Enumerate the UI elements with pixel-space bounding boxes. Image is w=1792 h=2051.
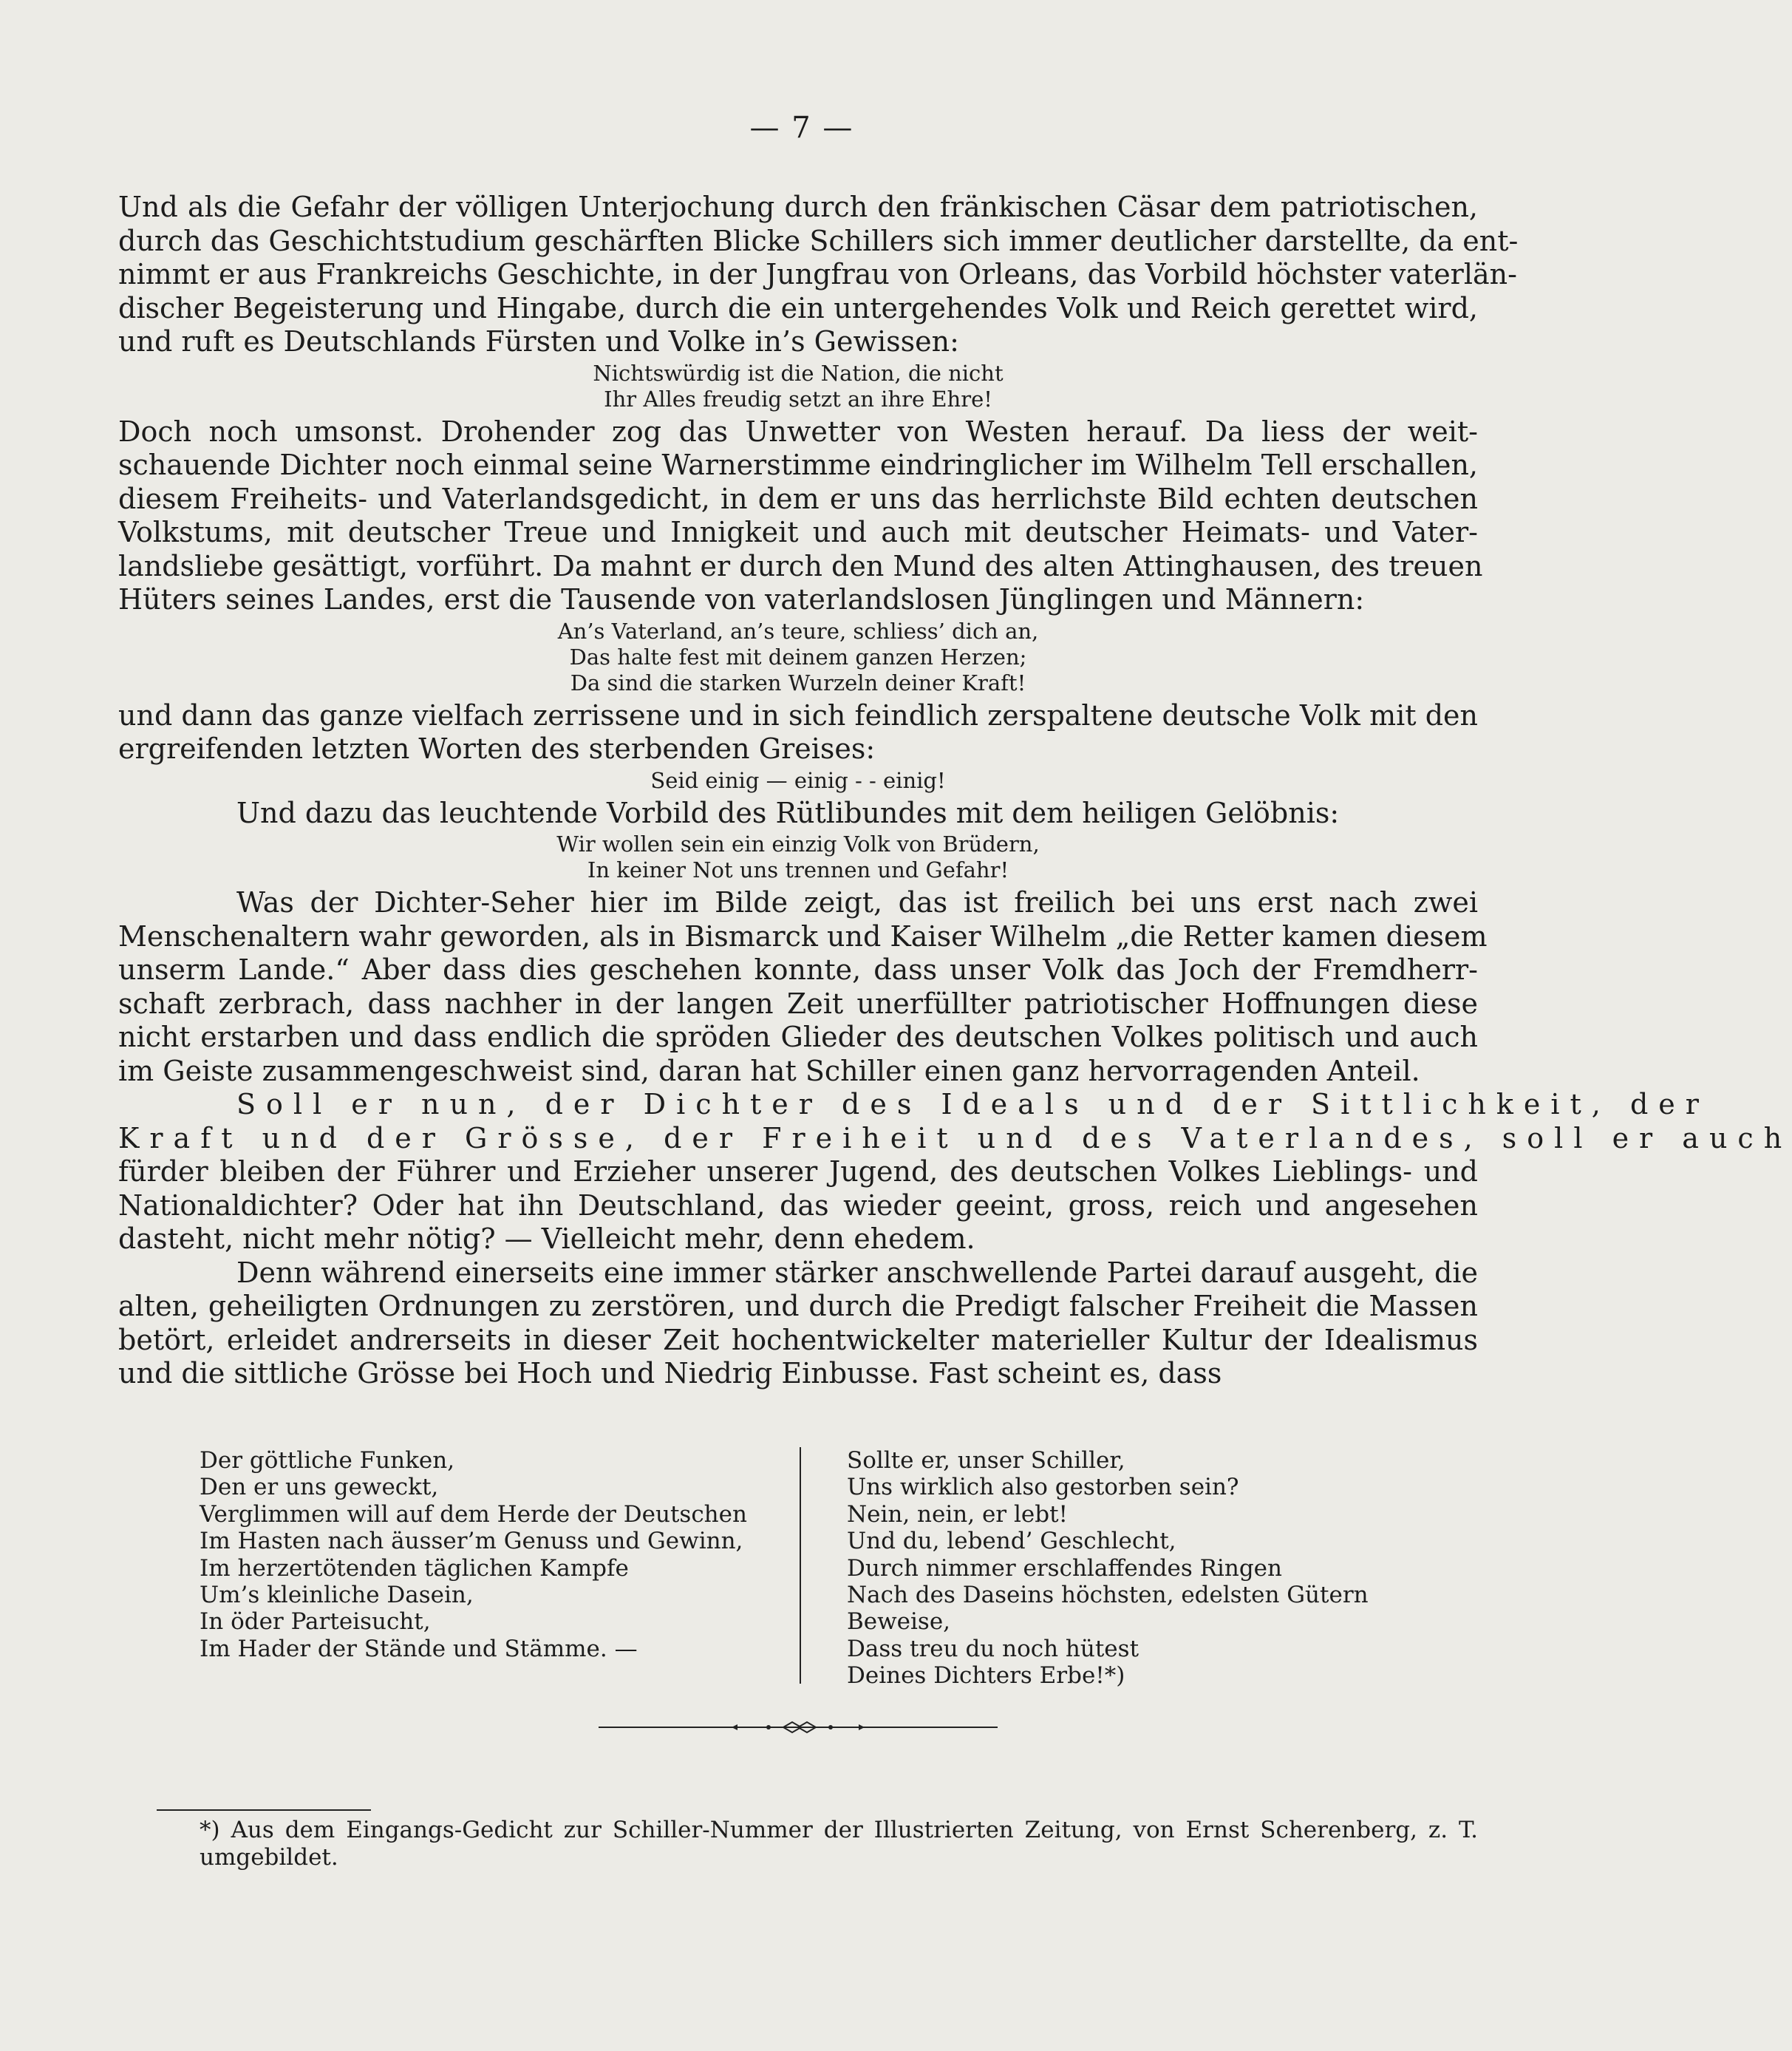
text-line: discher Begeisterung und Hingabe, durch die ein untergehendes Volk und Reich gerettet wird, — [118, 291, 1478, 324]
paragraph-3 — [118, 699, 1478, 766]
poem-line: Uns wirklich also gestorben sein? — [847, 1474, 1239, 1501]
quote-line: Seid einig — einig - - einig! — [650, 767, 946, 793]
poem-line: Sollte er, unser Schiller, — [847, 1447, 1125, 1474]
quote-line: An’s Vaterland, an’s teure, schliess’ dich an, — [557, 618, 1039, 644]
column-divider — [800, 1447, 801, 1684]
poem-line: Deines Dichters Erbe!*) — [847, 1662, 1125, 1690]
text-line: Hüters seines Landes, erst die Tausende von vaterlandslosen Jünglingen und Männern: — [118, 583, 1365, 616]
paragraph-4: Und dazu das leuchtende Vorbild des Rütlibundes mit dem heiligen Gelöbnis: — [236, 796, 1340, 829]
text-line: landsliebe gesättigt, vorführt. Da mahnt er durch den Mund des alten Attinghausen, des treuen — [118, 549, 1483, 582]
text-line: nicht erstarben und dass endlich die spröden Glieder des deutschen Volkes politisch und auch — [118, 1021, 1478, 1053]
poem-columns — [200, 1447, 1485, 1691]
poem-line: Im herzertötenden täglichen Kampfe — [200, 1554, 629, 1582]
text-line: Soll er nun, der Dichter des Ideals und der Sittlichkeit, der — [236, 1088, 1709, 1120]
text-line: Denn während einerseits eine immer stärker anschwellende Partei darauf ausgeht, die — [236, 1256, 1478, 1289]
quote-line: Nichtswürdig ist die Nation, die nicht — [593, 360, 1004, 386]
text-line: und dann das ganze vielfach zerrissene und in sich feindlich zerspaltene deutsche Volk mit den — [118, 698, 1478, 732]
footnote-line: umgebildet. — [200, 1844, 338, 1871]
text-line: schaft zerbrach, dass nachher in der langen Zeit unerfüllter patriotischer Hoffnungen diese — [118, 987, 1478, 1020]
quote-1 — [118, 361, 1478, 412]
text-line: diesem Freiheits- und Vaterlandsgedicht, in dem er uns das herrlichste Bild echten deutschen — [118, 482, 1478, 515]
text-line: ergreifenden letzten Worten des sterbenden Greises: — [118, 732, 876, 765]
poem-line: Den er uns geweckt, — [200, 1474, 439, 1501]
text-line: und ruft es Deutschlands Fürsten und Volke in’s Gewissen: — [118, 325, 959, 358]
text-line: Menschenaltern wahr geworden, als in Bismarck und Kaiser Wilhelm „die Retter kamen diesem — [118, 919, 1488, 953]
quote-2 — [118, 619, 1478, 696]
ornament-divider — [599, 1718, 998, 1736]
poem-line: Verglimmen will auf dem Herde der Deutschen — [200, 1500, 747, 1528]
main-text — [118, 191, 1792, 1391]
paragraph-2 — [118, 415, 1483, 617]
text-line: dasteht, nicht mehr nötig? — Vielleicht mehr, denn ehedem. — [118, 1222, 975, 1255]
quote-line: Wir wollen sein ein einzig Volk von Brüdern, — [556, 831, 1040, 857]
text-line: alten, geheiligten Ordnungen zu zerstören, und durch die Predigt falscher Freiheit die Massen — [118, 1290, 1478, 1322]
text-line: Doch noch umsonst. Drohender zog das Unwetter von Westen herauf. Da liess der weit- — [118, 415, 1478, 448]
quote-line: In keiner Not uns trennen und Gefahr! — [587, 857, 1009, 882]
poem-line: Im Hader der Stände und Stämme. — — [200, 1635, 638, 1662]
footnote — [200, 1817, 1478, 1871]
text-line: und die sittliche Grösse bei Hoch und Niedrig Einbusse. Fast scheint es, dass — [118, 1357, 1222, 1390]
poem-line: Der göttliche Funken, — [200, 1447, 455, 1474]
text-line: nimmt er aus Frankreichs Geschichte, in der Jungfrau von Orleans, das Vorbild höchster vaterlän- — [118, 258, 1517, 290]
poem-line: Beweise, — [847, 1608, 951, 1636]
poem-left — [200, 1447, 747, 1662]
poem-line: Und du, lebend’ Geschlecht, — [847, 1528, 1176, 1555]
quote-line: Da sind die starken Wurzeln deiner Kraft! — [570, 670, 1026, 695]
text-line: durch das Geschichtstudium geschärften Blicke Schillers sich immer deutlicher darstellte, da ent- — [118, 224, 1519, 257]
quote-3 — [118, 768, 1478, 794]
text-line: schauende Dichter noch einmal seine Warnerstimme eindringlicher im Wilhelm Tell erschallen, — [118, 449, 1478, 481]
quote-line: Ihr Alles freudig setzt an ihre Ehre! — [604, 386, 992, 412]
paragraph-6 — [118, 1088, 1792, 1256]
text-line: Nationaldichter? Oder hat ihn Deutschland, das wieder geeint, gross, reich und angesehen — [118, 1188, 1478, 1222]
poem-line: Nein, nein, er lebt! — [847, 1500, 1068, 1528]
poem-line: Im Hasten nach äusser’m Genuss und Gewinn, — [200, 1528, 743, 1555]
text-line: fürder bleiben der Führer und Erzieher unserer Jugend, des deutschen Volkes Lieblings- und — [118, 1155, 1478, 1188]
footnote-rule — [157, 1809, 371, 1811]
page-number: — 7 — — [749, 111, 854, 145]
quote-4 — [118, 831, 1478, 883]
text-line: Und als die Gefahr der völligen Unterjochung durch den fränkischen Cäsar dem patriotischen, — [118, 191, 1478, 223]
quote-line: Das halte fest mit deinem ganzen Herzen; — [569, 644, 1027, 670]
paragraph-5 — [118, 886, 1488, 1088]
text-line: Kraft und der Grösse, der Freiheit und des Vaterlandes, soll er auch — [118, 1121, 1792, 1154]
text-line: Was der Dichter-Seher hier im Bilde zeigt, das ist freilich bei uns erst nach zwei — [236, 886, 1478, 919]
poem-line: In öder Parteisucht, — [200, 1608, 431, 1636]
text-line: im Geiste zusammengeschweist sind, daran hat Schiller einen ganz hervorragenden Anteil. — [118, 1054, 1420, 1087]
text-line: betört, erleidet andrerseits in dieser Zeit hochentwickelter materieller Kultur der Idealismus — [118, 1323, 1478, 1356]
footnote-line: *) Aus dem Eingangs-Gedicht zur Schiller-Nummer der Illustrierten Zeitung, von Ernst Scherenberg, z. T. — [200, 1817, 1478, 1843]
paragraph-1 — [118, 191, 1519, 359]
text-line: unserm Lande.“ Aber dass dies geschehen konnte, dass unser Volk das Joch der Fremdherr- — [118, 953, 1478, 986]
poem-line: Durch nimmer erschlaffendes Ringen — [847, 1554, 1282, 1582]
text-line: Volkstums, mit deutscher Treue und Innigkeit und auch mit deutscher Heimats- und Vater- — [118, 516, 1478, 548]
poem-line: Dass treu du noch hütest — [847, 1635, 1139, 1662]
paragraph-7 — [118, 1256, 1478, 1391]
poem-line: Um’s kleinliche Dasein, — [200, 1582, 474, 1609]
poem-right — [847, 1447, 1369, 1690]
poem-line: Nach des Daseins höchsten, edelsten Gütern — [847, 1582, 1369, 1609]
